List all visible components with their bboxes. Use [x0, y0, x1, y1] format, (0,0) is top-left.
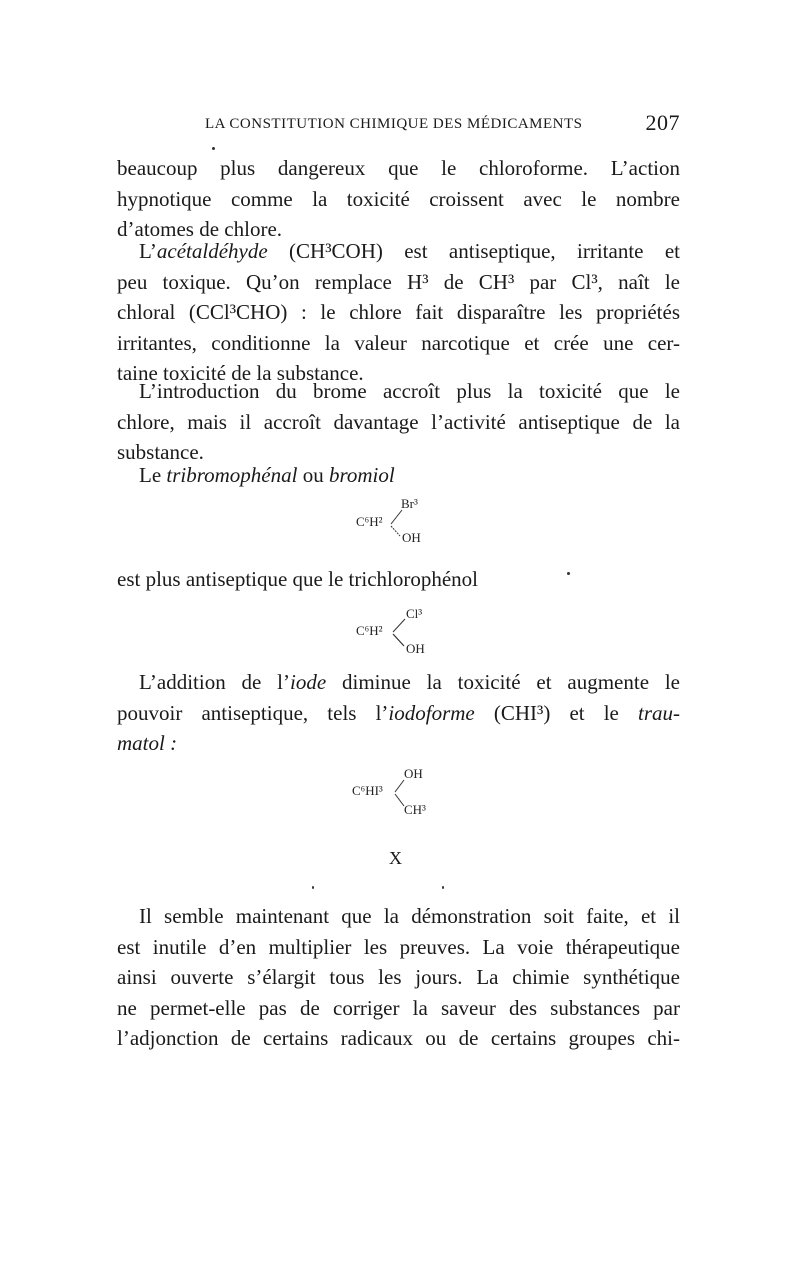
paragraph-6	[117, 667, 680, 759]
formula-substituent-bottom: CH³	[404, 802, 426, 817]
italic-term: iode	[290, 670, 327, 694]
text-line: ne permet-elle pas de corriger la saveur des substances par	[117, 995, 680, 1020]
text-fragment: (CHI³) et le	[474, 700, 638, 725]
text-line	[117, 460, 680, 491]
formula-base: C⁶HI³	[352, 783, 383, 798]
italic-term: trau-	[638, 700, 680, 725]
text-fragment: (CH³COH) est antiseptique, irritante et	[267, 239, 680, 263]
text-line: taine toxicité de la substance.	[117, 361, 364, 385]
running-header-title: LA CONSTITUTION CHIMIQUE DES MÉDICAMENTS	[205, 116, 583, 132]
page-number: 207	[645, 110, 680, 135]
text-line	[117, 698, 680, 729]
paragraph-2	[117, 236, 680, 389]
paragraph-4	[117, 460, 680, 491]
italic-term: tribromophénal	[166, 463, 298, 487]
text-line: substance.	[117, 440, 204, 464]
formula-substituent-top: Cl³	[406, 606, 423, 621]
formula-substituent-bottom: OH	[406, 641, 425, 656]
text-line: peu toxique. Qu’on remplace H³ de CH³ par Cl³, naît le	[117, 269, 680, 294]
text-line: beaucoup plus dangereux que le chloroforme. L’action	[117, 156, 680, 180]
text-line: ainsi ouverte s’élargit tous les jours. La chimie synthétique	[117, 965, 680, 989]
text-line	[117, 728, 680, 759]
text-fragment: pouvoir antiseptique, tels l’	[117, 700, 389, 725]
text-line: chlore, mais il accroît davantage l’activité antiseptique de la	[117, 409, 680, 434]
chemical-formula-traumatol	[352, 766, 472, 820]
text-line: L’introduction du brome accroît plus la toxicité que le	[139, 379, 680, 403]
print-speck	[312, 886, 314, 889]
print-speck	[212, 147, 215, 150]
text-line: Il semble maintenant que la démonstration soit faite, et il	[139, 904, 680, 928]
text-line: l’adjonction de certains radicaux ou de certains groupes chi-	[117, 1026, 680, 1050]
italic-term: acétaldéhyde	[156, 239, 268, 263]
paragraph-5	[117, 564, 680, 595]
print-speck	[442, 886, 444, 889]
text-line: est inutile d’en multiplier les preuves. La voie thérapeutique	[117, 934, 680, 959]
text-fragment: diminue la toxicité et augmente le	[326, 670, 680, 694]
text-fragment: ou	[297, 463, 329, 487]
text-line	[117, 236, 680, 267]
formula-substituent-top: OH	[404, 766, 423, 781]
italic-term: matol :	[117, 731, 178, 755]
formula-base: C⁶H²	[356, 623, 383, 638]
section-numeral: X	[389, 848, 402, 868]
text-line: d’atomes de chlore.	[117, 217, 283, 241]
text-fragment: L’addition de l’	[139, 670, 291, 694]
text-line: chloral (CCl³CHO) : le chlore fait disparaître les propriétés	[117, 300, 680, 324]
italic-term: bromiol	[328, 463, 395, 487]
text-line: hypnotique comme la toxicité croissent avec le nombre	[117, 186, 680, 211]
chemical-formula-trichlorophenol	[356, 606, 466, 656]
text-fragment: Le	[139, 463, 167, 487]
chemical-formula-tribromophenol	[356, 496, 466, 546]
print-speck	[567, 572, 570, 575]
paragraph-7	[117, 901, 680, 1054]
paragraph-1	[117, 153, 680, 245]
italic-term: iodoforme	[388, 700, 475, 725]
text-fragment: L’	[139, 239, 157, 263]
paragraph-3	[117, 376, 680, 468]
text-line: est plus antiseptique que le trichlorophénol	[117, 567, 478, 591]
text-line	[117, 667, 680, 698]
formula-base: C⁶H²	[356, 514, 383, 529]
formula-substituent-top: Br³	[401, 496, 418, 511]
text-line: irritantes, conditionne la valeur narcotique et crée une cer-	[117, 330, 680, 355]
formula-substituent-bottom: OH	[402, 530, 421, 545]
